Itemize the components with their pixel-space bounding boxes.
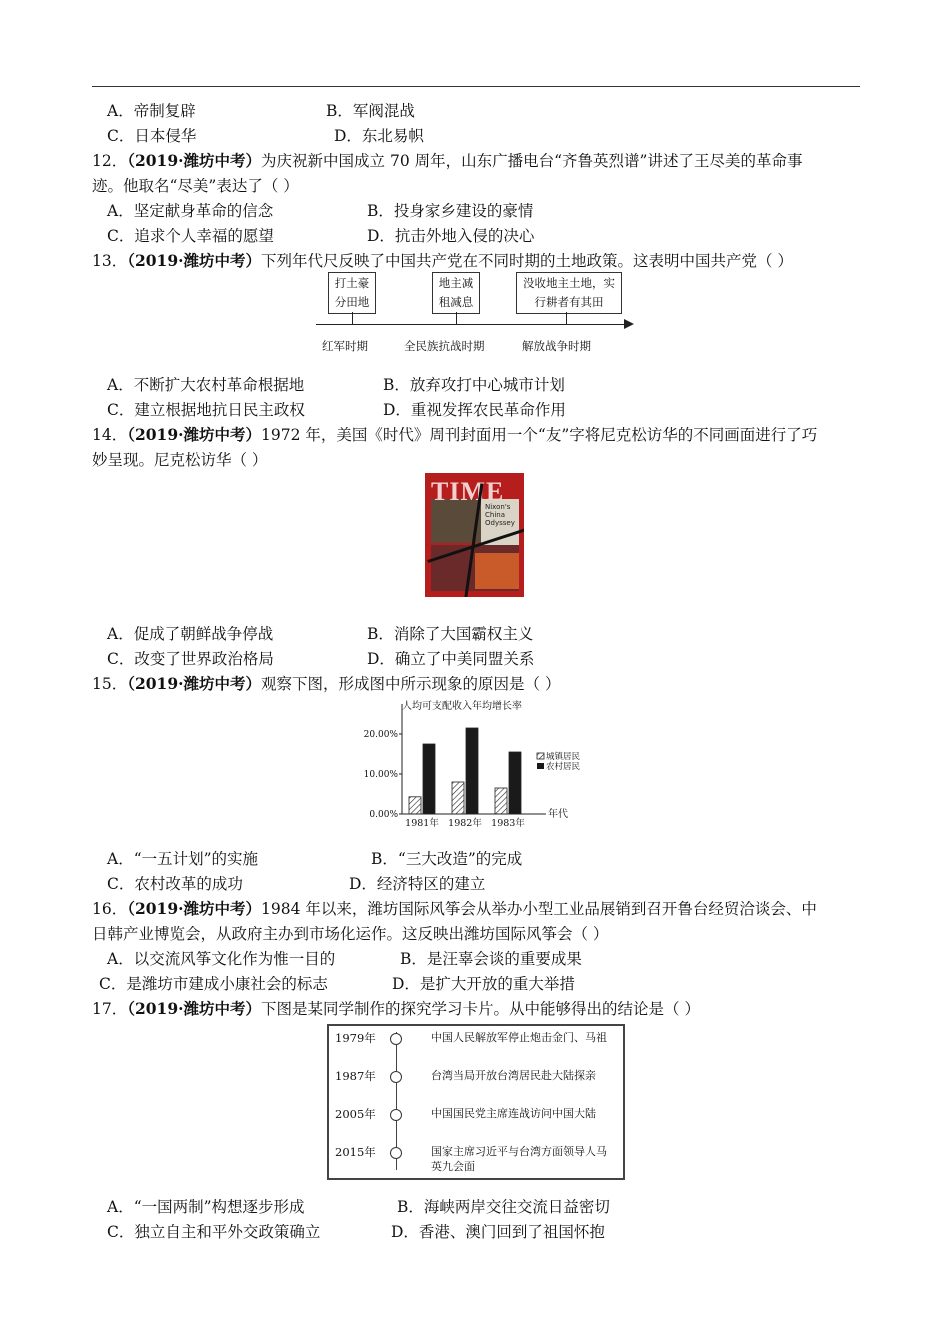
- card-event: 中国人民解放军停止炮击金门、马祖: [431, 1031, 607, 1044]
- q11-option-a: A．帝制复辟: [107, 102, 196, 120]
- card-dot-icon: [390, 1109, 402, 1121]
- q16-text-line1: 1984 年以来，潍坊国际风筝会从举办小型工业品展销到召开鲁台经贸洽谈会、中: [261, 900, 817, 918]
- q14-source: （2019·潍坊中考）: [127, 425, 262, 444]
- cover-caption-line: China: [485, 511, 505, 519]
- timeline-box-liberation: [516, 272, 622, 314]
- timeline-label-anti-japan: 全民族抗战时期: [404, 339, 485, 353]
- q15-option-b: B．“三大改造”的完成: [371, 850, 523, 868]
- q15-option-c: C．农村改革的成功: [107, 875, 243, 893]
- card-year: 2015年: [335, 1145, 376, 1159]
- q13-option-c: C．建立根据地抗日民主政权: [107, 401, 305, 419]
- timeline-box-line: 没收地主土地，实: [523, 276, 615, 290]
- q11-option-c: C．日本侵华: [107, 127, 197, 145]
- q12-option-a: A．坚定献身革命的信念: [107, 202, 274, 220]
- q17-option-a: A．“一国两制”构想逐步形成: [107, 1198, 305, 1216]
- timeline-box-line: 分田地: [334, 295, 370, 309]
- q15-option-d: D．经济特区的建立: [349, 875, 486, 893]
- q15-source: （2019·潍坊中考）: [127, 674, 262, 693]
- y-tick-label: 10.00%: [363, 770, 398, 780]
- study-card: [327, 1024, 625, 1180]
- y-tick-label: 20.00%: [363, 730, 398, 740]
- x-tick-label: 1981年: [405, 818, 439, 829]
- q11-option-b: B．军阀混战: [326, 102, 415, 120]
- card-year: 1979年: [335, 1031, 376, 1045]
- cover-caption-line: Odyssey: [485, 519, 515, 527]
- bar-rural-1: [423, 744, 435, 814]
- q16-option-d: D．是扩大开放的重大举措: [392, 975, 575, 993]
- cover-caption: [485, 503, 515, 527]
- q12-text-line1: 为庆祝新中国成立 70 周年，山东广播电台“齐鲁英烈谱”讲述了王尽美的革命事: [261, 152, 803, 170]
- timeline-box-line: 租减息: [438, 295, 474, 309]
- x-tick-label: 1982年: [448, 818, 482, 829]
- legend-label-rural: 农村居民: [546, 762, 581, 772]
- q11-option-d: D．东北易帜: [334, 127, 424, 145]
- timeline-label-liberation: 解放战争时期: [522, 339, 591, 353]
- timeline-tick: [566, 312, 567, 324]
- timeline-box-line: 行耕者有其田: [534, 295, 604, 309]
- q15-text: 观察下图，形成图中所示现象的原因是（ ）: [261, 675, 561, 693]
- q12-number: 12．: [92, 152, 128, 170]
- q16-stem: [92, 899, 817, 919]
- q12-stem: [92, 151, 802, 171]
- timeline-label-red-army: 红军时期: [322, 339, 368, 353]
- q14-stem: [92, 425, 817, 445]
- income-growth-chart: [360, 700, 600, 830]
- timeline-box-red-army: [328, 272, 376, 314]
- card-dot-icon: [390, 1071, 402, 1083]
- time-logo: TIME: [431, 477, 505, 506]
- time-magazine-cover: [425, 473, 524, 597]
- cover-photo-performance: [475, 553, 519, 589]
- timeline-box-anti-japan: [432, 272, 480, 314]
- q14-text-line2: 妙呈现。尼克松访华（ ）: [92, 451, 268, 469]
- timeline-arrow-icon: [624, 319, 634, 329]
- card-year: 2005年: [335, 1107, 376, 1121]
- q17-number: 17．: [92, 1000, 128, 1018]
- card-event: 国家主席习近平与台湾方面领导人马英九会面: [431, 1145, 607, 1173]
- q14-number: 14．: [92, 426, 128, 444]
- timeline-box-line: 打土豪: [334, 276, 370, 290]
- card-dot-icon: [390, 1033, 402, 1045]
- card-event: 台湾当局开放台湾居民赴大陆探亲: [431, 1069, 596, 1082]
- q12-source: （2019·潍坊中考）: [127, 151, 262, 170]
- q13-option-d: D．重视发挥农民革命作用: [383, 401, 566, 419]
- timeline-axis: [316, 324, 628, 325]
- q15-number: 15．: [92, 675, 128, 693]
- bar-rural-2: [466, 728, 478, 814]
- q16-option-c: C．是潍坊市建成小康社会的标志: [99, 975, 328, 993]
- q15-stem: [92, 674, 560, 694]
- legend-swatch-urban: [537, 753, 544, 759]
- q15-option-a: A．“一五计划”的实施: [107, 850, 259, 868]
- legend-swatch-rural: [537, 763, 544, 769]
- q13-timeline-figure: [312, 272, 642, 358]
- q17-option-d: D．香港、澳门回到了祖国怀抱: [391, 1223, 605, 1241]
- bar-rural-3: [509, 752, 521, 814]
- q13-source: （2019·潍坊中考）: [127, 251, 262, 270]
- timeline-tick: [456, 312, 457, 324]
- q14-text-line1: 1972 年，美国《时代》周刊封面用一个“友”字将尼克松访华的不同画面进行了巧: [261, 426, 818, 444]
- q12-option-b: B．投身家乡建设的豪情: [367, 202, 534, 220]
- chart-title: 人均可支配收入年均增长率: [402, 701, 522, 712]
- q13-stem: [92, 251, 793, 271]
- cover-caption-line: Nixon's: [485, 503, 511, 511]
- q14-option-d: D．确立了中美同盟关系: [367, 650, 535, 668]
- q13-text: 下列年代尺反映了中国共产党在不同时期的土地政策。这表明中国共产党（ ）: [261, 252, 793, 270]
- legend-label-urban: 城镇居民: [546, 752, 581, 762]
- q14-option-c: C．改变了世界政治格局: [107, 650, 274, 668]
- bar-urban-3: [495, 788, 507, 814]
- x-tick-label: 1983年: [491, 818, 525, 829]
- q13-option-b: B．放弃攻打中心城市计划: [383, 376, 565, 394]
- q13-option-a: A．不断扩大农村革命根据地: [107, 376, 305, 394]
- bar-urban-2: [452, 782, 464, 814]
- q17-stem: [92, 999, 700, 1019]
- q12-text-line2: 迹。他取名“尽美”表达了（ ）: [92, 177, 299, 195]
- q14-option-b: B．消除了大国霸权主义: [367, 625, 534, 643]
- q12-option-c: C．追求个人幸福的愿望: [107, 227, 274, 245]
- q17-text: 下图是某同学制作的探究学习卡片。从中能够得出的结论是（ ）: [261, 1000, 700, 1018]
- card-year: 1987年: [335, 1069, 376, 1083]
- chart-x-label: 年代: [548, 809, 568, 820]
- header-rule: [92, 86, 860, 87]
- q17-option-c: C．独立自主和平外交政策确立: [107, 1223, 321, 1241]
- q16-option-b: B．是汪辜会谈的重要成果: [400, 950, 582, 968]
- card-dot-icon: [390, 1147, 402, 1159]
- q16-number: 16．: [92, 900, 128, 918]
- y-tick-label: 0.00%: [369, 810, 398, 820]
- timeline-box-line: 地主减: [438, 276, 474, 290]
- q13-number: 13．: [92, 252, 128, 270]
- q17-option-b: B．海峡两岸交往交流日益密切: [397, 1198, 610, 1216]
- q17-source: （2019·潍坊中考）: [127, 999, 262, 1018]
- bar-urban-1: [409, 797, 421, 814]
- timeline-tick: [352, 312, 353, 324]
- q16-source: （2019·潍坊中考）: [127, 899, 262, 918]
- q16-option-a: A．以交流风筝文化作为惟一目的: [107, 950, 336, 968]
- card-event: 中国国民党主席连战访问中国大陆: [431, 1107, 596, 1120]
- q12-option-d: D．抗击外地入侵的决心: [367, 227, 535, 245]
- chart-legend: [537, 751, 581, 772]
- q16-text-line2: 日韩产业博览会，从政府主办到市场化运作。这反映出潍坊国际风筝会（ ）: [92, 925, 609, 943]
- q14-option-a: A．促成了朝鲜战争停战: [107, 625, 274, 643]
